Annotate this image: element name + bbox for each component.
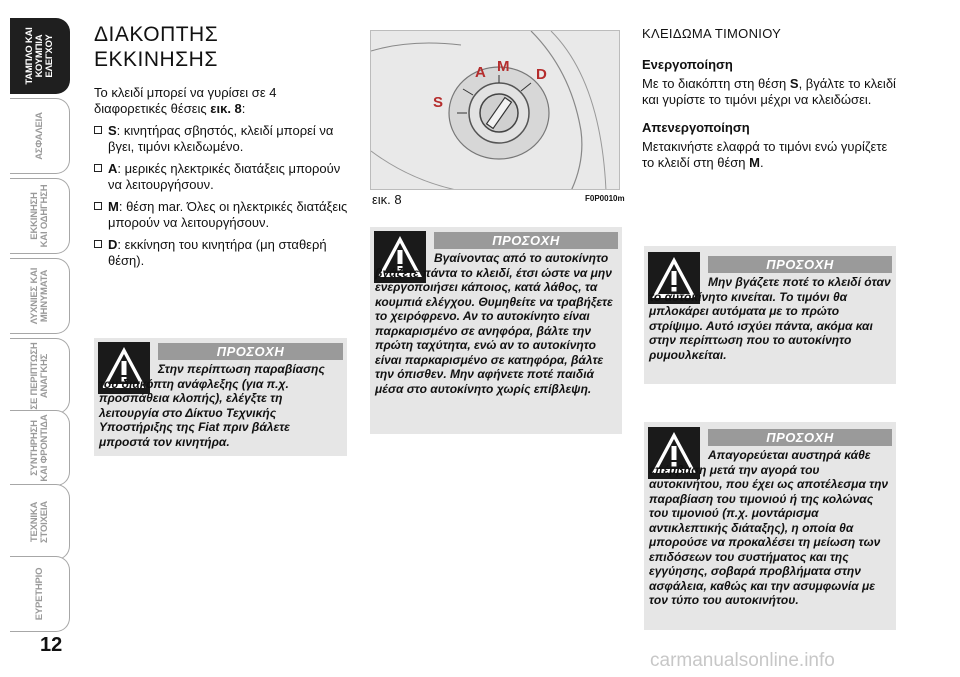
section-title [94, 22, 348, 72]
tab-label: ΤΕΧΝΙΚΑ ΣΤΟΙΧΕΙΑ [28, 501, 50, 543]
bullet-m [94, 199, 348, 231]
tab-emergency[interactable] [10, 338, 70, 414]
ignition-section [94, 22, 348, 275]
tab-index[interactable] [10, 556, 70, 632]
warning-heading: ΠΡΟΣΟΧΗ [158, 343, 343, 360]
activation-text-2: , βγάλτε το κλειδί και γυρίστε το τιμόνι μέχρι να κλειδώσει. [642, 76, 896, 107]
warning-text: Βγαίνοντας από το αυτοκίνητο βγάζετε πάντα το κλειδί, έτσι ώστε να μην ενεργοποιήσει κάποιος, κατά λάθος, τα κουμπιά ελέγχου. Θυμηθείτε να τραβήξετε το χειρόφρενο. Αν το αυτοκίνητο είναι παρκαρισμένο σε ανηφόρα, βάλτε την πρώτη ταχύτητα, ενώ αν το αυτοκίνητο είναι παρκαρισμένο σε κατηφόρα, βάλτε την όπισθεν. Μην αφήνετε ποτέ παιδιά μέσα στο αυτοκίνητο χωρίς επίβλεψη. [375, 251, 613, 396]
warning-box-key-removal [644, 246, 896, 384]
bullet-d [94, 237, 348, 269]
activation-key: S [789, 76, 799, 91]
bullet-key: S [108, 123, 117, 138]
tab-dashboard-controls[interactable] [10, 18, 70, 94]
tab-label: ΕΚΚΙΝΗΣΗ ΚΑΙ ΟΔΗΓΗΣΗ [28, 184, 50, 248]
tab-warning-lights[interactable] [10, 258, 70, 334]
bullet-text: : μερικές ηλεκτρικές διατάξεις μπορούν να λειτουργήσουν. [108, 161, 341, 192]
page-number: 12 [40, 634, 63, 656]
ignition-switch-illustration [371, 31, 620, 190]
intro-paragraph [94, 85, 348, 117]
bullet-text: : θέση mar. Όλες οι ηλεκτρικές διατάξεις μπορούν να λειτουργήσουν. [108, 199, 348, 230]
tab-technical-data[interactable] [10, 484, 70, 560]
figure-code: F0P0010m [585, 194, 625, 203]
position-m-label: M [497, 58, 510, 75]
warning-box-tampering-steering [644, 422, 896, 630]
deactivation-paragraph [642, 139, 896, 171]
figure-ref: εικ. 8 [210, 101, 242, 116]
warning-text: Απαγορεύεται αυστηρά κάθε επέμβαση μετά την αγορά του αυτοκινήτου, που έχει ως αποτέλεσμα την παραβίαση του τιμονιού ή της κολώνας του τιμονιού (π.χ. μοντάρισμα αντικλεπτικής διάταξης), η οποία θα μπορούσε να προκαλέσει τη μείωση των επιδόσεων του συστήματος και της εγγύησης, σοβαρά προβλήματα στην ασφάλεια, καθώς και την ασυμφωνία με τον τύπο του αυτοκινήτου. [649, 448, 889, 607]
intro-end: : [241, 101, 246, 116]
deactivation-end: . [759, 155, 764, 170]
checkbox-icon [94, 202, 102, 210]
position-d-label: D [536, 66, 547, 83]
warning-box-tamper [94, 338, 347, 456]
bullet-key: D [108, 237, 118, 252]
deactivation-text: Μετακινήστε ελαφρά το τιμόνι ενώ γυρίζετε το κλειδί στη θέση [642, 139, 888, 170]
deactivation-heading: Απενεργοποίηση [642, 120, 750, 135]
figure-caption: εικ. 8 [372, 192, 402, 207]
steering-lock-section [642, 26, 896, 183]
warning-text: Μην βγάζετε ποτέ το κλειδί όταν το αυτοκίνητο κινείται. Το τιμόνι θα μπλοκάρει αυτόματα με το πρώτο στρίψιμο. Αυτό ισχύει πάντα, ακόμα και στην περίπτωση που το αυτοκίνητο ρυμουλκείται. [649, 275, 891, 362]
intro-text: Το κλειδί μπορεί να γυρίσει σε 4 διαφορετικές θέσεις [94, 85, 277, 116]
section-title: ΚΛΕΙΔΩΜΑ ΤΙΜΟΝΙΟΥ [642, 26, 782, 41]
tab-safety[interactable] [10, 98, 70, 174]
watermark-link[interactable]: carmanualsonline.info [650, 650, 835, 671]
deactivation-key: M [749, 155, 760, 170]
tab-label: ΣΕ ΠΕΡΙΠΤΩΣΗ ΑΝΑΓΚΗΣ [28, 342, 50, 410]
title-line-1: ΔΙΑΚΟΠΤΗΣ [94, 23, 219, 46]
checkbox-icon [94, 164, 102, 172]
tab-label: ΑΣΦΑΛΕΙΑ [33, 112, 45, 160]
bullet-a [94, 161, 348, 193]
title-line-2: ΕΚΚΙΝΗΣΗΣ [94, 48, 218, 71]
tab-label: ΛΥΧΝΙΕΣ ΚΑΙ ΜΗΝΥΜΑΤΑ [28, 267, 50, 325]
tab-starting-driving[interactable] [10, 178, 70, 254]
activation-text: Με το διακόπτη στη θέση [642, 76, 790, 91]
checkbox-icon [94, 126, 102, 134]
warning-heading: ΠΡΟΣΟΧΗ [708, 256, 892, 273]
bullet-s [94, 123, 348, 155]
warning-text: Στην περίπτωση παραβίασης του διακόπτη ανάφλεξης (για π.χ. προσπάθεια κλοπής), ελέγξτε τη λειτουργία στο Δίκτυο Τεχνικής Υποστήριξης της Fiat πριν βάλετε μπροστά τον κινητήρα. [99, 362, 325, 449]
warning-box-leaving-car [370, 227, 622, 434]
bullet-text: : κινητήρας σβηστός, κλειδί μπορεί να βγει, τιμόνι κλειδωμένο. [108, 123, 334, 154]
ignition-figure [370, 30, 620, 190]
tab-label: ΤΑΜΠΛΟ ΚΑΙ ΚΟΥΜΠΙΑ ΕΛΕΓΧΟΥ [23, 27, 55, 85]
warning-heading: ΠΡΟΣΟΧΗ [434, 232, 618, 249]
checkbox-icon [94, 240, 102, 248]
bullet-text: : εκκίνηση του κινητήρα (μη σταθερή θέση). [108, 237, 327, 268]
tab-label: ΕΥΡΕΤΗΡΙΟ [33, 567, 45, 621]
position-s-label: S [433, 94, 444, 111]
chapter-sidebar [0, 0, 78, 677]
bullet-key: A [108, 161, 118, 176]
warning-heading: ΠΡΟΣΟΧΗ [708, 429, 892, 446]
tab-label: ΣΥΝΤΗΡΗΣΗ ΚΑΙ ΦΡΟΝΤΙΔΑ [28, 414, 50, 482]
position-a-label: A [475, 64, 486, 81]
activation-heading: Ενεργοποίηση [642, 57, 733, 72]
bullet-key: M [108, 199, 119, 214]
tab-maintenance[interactable] [10, 410, 70, 486]
activation-paragraph [642, 76, 896, 108]
